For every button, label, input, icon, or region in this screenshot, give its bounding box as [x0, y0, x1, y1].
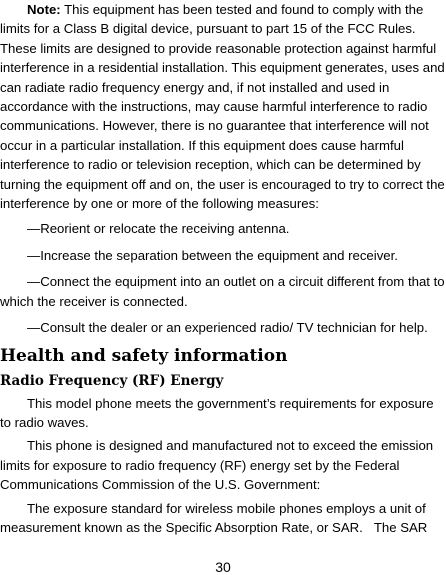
measure-item-different-outlet: —Connect the equipment into an outlet on a circuit different from that to which the receiver is connected.	[0, 274, 445, 309]
measure-item-consult-dealer: —Consult the dealer or an experienced radio/ TV technician for help.	[27, 320, 428, 336]
measure-item-reorient: —Reorient or relocate the receiving antenna.	[27, 221, 290, 237]
rf-paragraph-requirements: This model phone meets the government’s requirements for exposure to radio waves.	[0, 395, 434, 430]
fcc-note-paragraph	[0, 0, 446, 213]
measure-item-increase-separation: —Increase the separation between the equipment and receiver.	[27, 247, 398, 263]
rf-paragraph-sar: The exposure standard for wireless mobile phones employs a unit of measurement known as the Specific Absorption Rate, or SAR. The SAR	[0, 500, 428, 535]
rf-paragraph-emission-limits: This phone is designed and manufactured not to exceed the emission limits for exposure to radio frequency (RF) energy set by the Federal Communications Commission of the U.S. Government:	[0, 438, 434, 493]
note-text: This equipment has been tested and found to comply with the limits for a Class B digital device, pursuant to part 15 of the FCC Rules. These limits are designed to provide reasonable protection against harmful interference in a residential installation. This equipment generates, uses and can radiate radio frequency energy and, if not installed and used in accordance with the instructions, may cause harmful interference to radio communications. However, there is no guarantee that interference will not occur in a particular installation. If this equipment does cause harmful interference to radio or television reception, which can be determined by turning the equipment off and on, the user is encouraged to try to correct the interference by one or more of the following measures:	[0, 2, 445, 212]
page-number: 30	[215, 559, 231, 575]
subsection-title: Radio Frequency (RF) Energy	[0, 372, 224, 389]
note-label: Note:	[27, 2, 61, 17]
section-title: Health and safety information	[0, 345, 288, 366]
